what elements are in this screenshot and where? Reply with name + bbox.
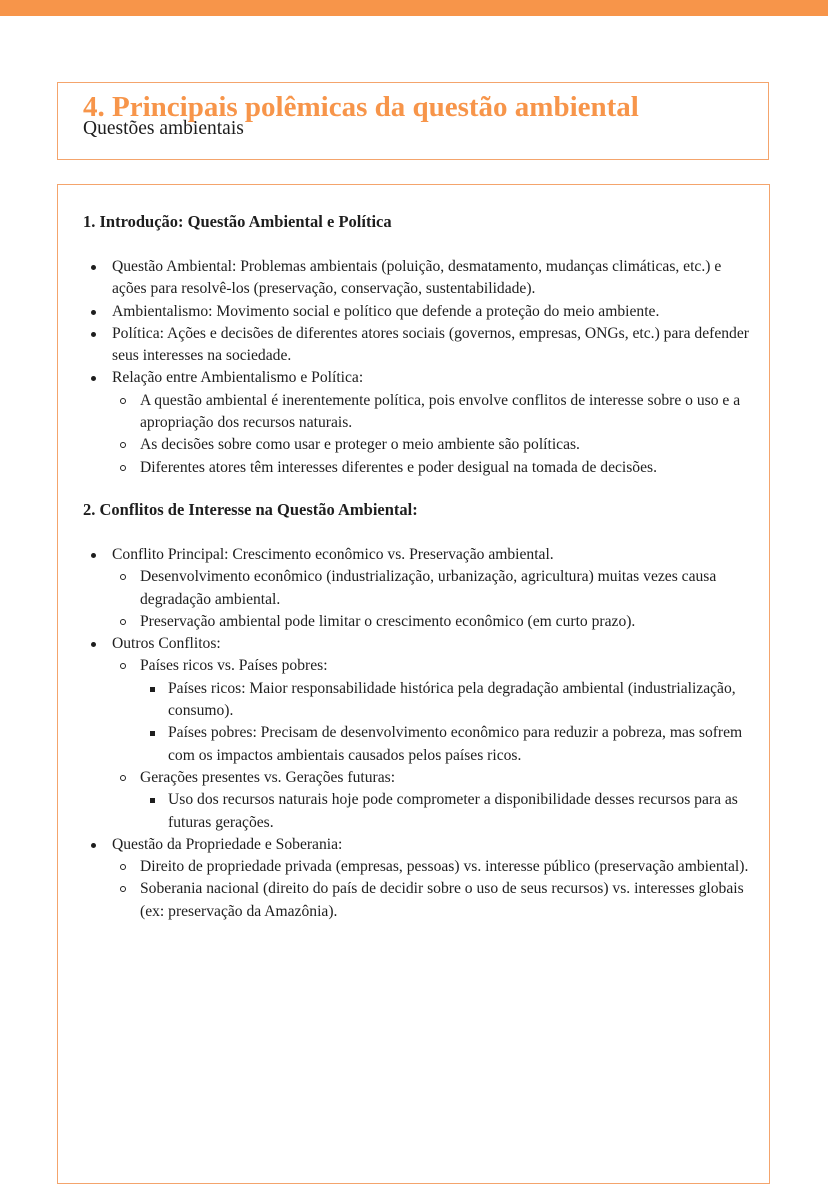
page-subtitle: Questões ambientais	[83, 118, 244, 139]
list-item: Preservação ambiental pode limitar o crescimento econômico (em curto prazo).	[112, 611, 749, 633]
list-item-label: Gerações presentes vs. Gerações futuras:	[140, 768, 396, 786]
list-item	[83, 633, 749, 834]
list-item: Ambientalismo: Movimento social e político que defende a proteção do meio ambiente.	[83, 301, 749, 323]
principal-sublist	[112, 566, 749, 633]
list-item: Países pobres: Precisam de desenvolvimento econômico para reduzir a pobreza, mas sofrem com os impactos ambientais causados pelos países ricos.	[140, 722, 749, 767]
list-item-label: Conflito Principal: Crescimento econômico vs. Preservação ambiental.	[112, 545, 554, 563]
list-item: Política: Ações e decisões de diferentes atores sociais (governos, empresas, ONGs, etc.) para defender seus interesses na sociedade.	[83, 323, 749, 368]
list-item-label: Questão da Propriedade e Soberania:	[112, 835, 343, 853]
list-item-label: Outros Conflitos:	[112, 635, 221, 653]
list-item	[112, 655, 749, 766]
section-2-list	[83, 544, 749, 923]
list-item: Questão Ambiental: Problemas ambientais (poluição, desmatamento, mudanças climáticas, etc.) e ações para resolvê-los (preservação, conservação, sustentabilidade).	[83, 256, 749, 301]
list-item	[112, 767, 749, 834]
list-item	[83, 367, 749, 478]
ricos-pobres-sublist	[140, 678, 749, 767]
content-box	[57, 184, 770, 1184]
section-2-heading: 2. Conflitos de Interesse na Questão Ambiental:	[83, 499, 418, 519]
list-item: A questão ambiental é inerentemente política, pois envolve conflitos de interesse sobre o uso e a apropriação dos recursos naturais.	[112, 390, 749, 435]
outros-sublist	[112, 655, 749, 833]
list-item-label: Relação entre Ambientalismo e Política:	[112, 369, 364, 387]
list-item: Diferentes atores têm interesses diferentes e poder desigual na tomada de decisões.	[112, 457, 749, 479]
list-item: Uso dos recursos naturais hoje pode comprometer a disponibilidade desses recursos para as futuras gerações.	[140, 789, 749, 834]
title-box	[57, 82, 769, 160]
page-title: 4. Principais polêmicas da questão ambiental	[83, 91, 639, 123]
relation-sublist	[112, 390, 749, 479]
section-1-heading: 1. Introdução: Questão Ambiental e Política	[83, 212, 392, 231]
list-item: Direito de propriedade privada (empresas, pessoas) vs. interesse público (preservação ambiental).	[112, 856, 749, 878]
list-item: Desenvolvimento econômico (industrialização, urbanização, agricultura) muitas vezes causa degradação ambiental.	[112, 566, 749, 611]
list-item: Soberania nacional (direito do país de decidir sobre o uso de seus recursos) vs. interesses globais (ex: preservação da Amazônia).	[112, 878, 749, 923]
list-item: Países ricos: Maior responsabilidade histórica pela degradação ambiental (industrialização, consumo).	[140, 678, 749, 723]
list-item	[83, 834, 749, 923]
top-accent-bar	[0, 0, 828, 16]
propriedade-sublist	[112, 856, 749, 923]
list-item: As decisões sobre como usar e proteger o meio ambiente são políticas.	[112, 434, 749, 456]
list-item-label: Países ricos vs. Países pobres:	[140, 657, 328, 675]
section-1-list	[83, 256, 749, 479]
list-item	[83, 544, 749, 633]
geracoes-sublist	[140, 789, 749, 834]
